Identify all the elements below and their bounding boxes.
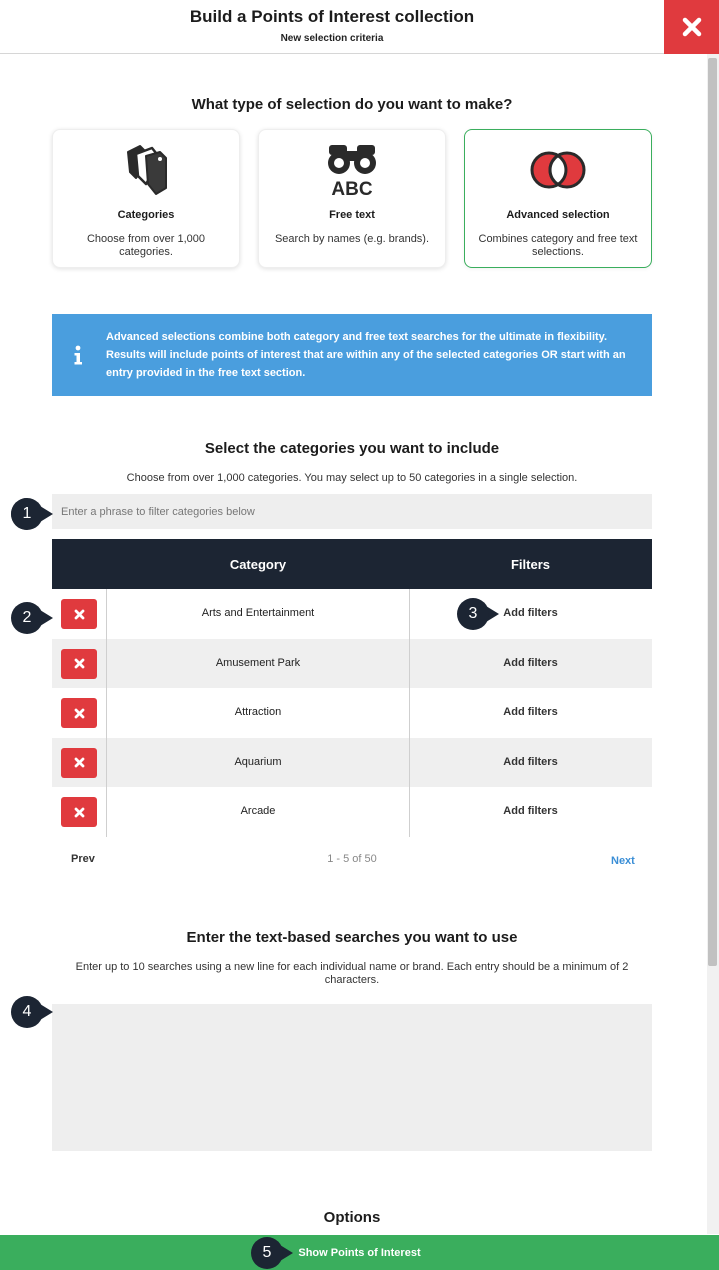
remove-category-button[interactable] — [61, 748, 97, 778]
card-description: Choose from over 1,000 categories. — [86, 233, 205, 258]
prev-page-button[interactable]: Prev — [71, 853, 95, 865]
table-divider — [409, 589, 410, 837]
close-icon — [74, 807, 85, 818]
table-row — [52, 639, 652, 689]
show-points-of-interest-label: Show Points of Interest — [298, 1246, 421, 1259]
show-points-of-interest-button[interactable] — [0, 1235, 719, 1270]
modal-title: Build a Points of Interest collection — [189, 7, 475, 26]
text-search-heading: Enter the text-based searches you want to use — [186, 929, 518, 946]
callout-marker — [11, 498, 55, 530]
table-row — [52, 688, 652, 738]
modal-header — [0, 0, 719, 54]
callout-number: 5 — [262, 1244, 272, 1261]
scrollbar-thumb[interactable] — [708, 58, 717, 966]
callout-number: 1 — [22, 505, 32, 522]
callout-marker — [457, 598, 501, 630]
close-button[interactable] — [664, 0, 719, 54]
selection-type-heading: What type of selection do you want to make? — [191, 96, 513, 113]
text-search-description: Enter up to 10 searches using a new line for each individual name or brand. Each entry should be a minimum of 2 characters. — [75, 961, 629, 986]
options-heading: Options — [323, 1209, 381, 1226]
categories-description: Choose from over 1,000 categories. You may select up to 50 categories in a single selection. — [126, 472, 578, 484]
modal-subtitle: New selection criteria — [280, 33, 384, 44]
card-advanced-selection[interactable] — [464, 129, 652, 268]
text-search-input[interactable] — [52, 1004, 652, 1151]
categories-table-header — [52, 539, 652, 589]
table-row — [52, 589, 652, 639]
category-name: Amusement Park — [215, 656, 301, 669]
add-filters-link[interactable]: Add filters — [503, 805, 558, 818]
binoculars-abc-icon — [326, 143, 378, 197]
add-filters-link[interactable]: Add filters — [503, 706, 558, 719]
remove-category-button[interactable] — [61, 649, 97, 679]
column-header-category: Category — [229, 557, 287, 572]
column-header-filters: Filters — [510, 557, 550, 572]
card-free-text[interactable] — [258, 129, 446, 268]
callout-marker — [251, 1237, 295, 1269]
remove-category-button[interactable] — [61, 599, 97, 629]
category-name: Attraction — [234, 706, 282, 719]
close-icon — [74, 757, 85, 768]
add-filters-link[interactable]: Add filters — [503, 755, 558, 768]
card-title: Advanced selection — [506, 209, 610, 221]
callout-number: 2 — [22, 609, 32, 626]
categories-heading: Select the categories you want to include — [204, 440, 500, 457]
table-row — [52, 738, 652, 788]
info-box — [52, 314, 652, 396]
close-icon — [74, 658, 85, 669]
category-name: Arts and Entertainment — [201, 607, 315, 619]
card-description: Combines category and free text selections. — [478, 233, 638, 258]
category-name: Aquarium — [234, 755, 282, 768]
close-icon — [74, 708, 85, 719]
add-filters-link[interactable]: Add filters — [503, 607, 558, 619]
card-categories[interactable] — [52, 129, 240, 268]
card-title: Categories — [117, 209, 175, 221]
remove-category-button[interactable] — [61, 797, 97, 827]
callout-marker — [11, 602, 55, 634]
card-description: Search by names (e.g. brands). — [274, 233, 430, 245]
card-title: Free text — [329, 209, 375, 221]
callout-number: 3 — [468, 605, 478, 622]
svg-text:ABC: ABC — [331, 179, 373, 197]
table-row — [52, 787, 652, 837]
venn-diagram-icon — [529, 150, 587, 190]
tags-icon — [122, 144, 170, 196]
callout-marker — [11, 996, 55, 1028]
next-page-button[interactable]: Next — [611, 855, 635, 867]
info-icon — [70, 344, 86, 366]
category-name: Arcade — [240, 805, 276, 818]
callout-number: 4 — [22, 1003, 32, 1020]
table-divider — [106, 589, 107, 837]
category-filter-input[interactable] — [52, 494, 652, 529]
close-icon — [74, 609, 85, 620]
remove-category-button[interactable] — [61, 698, 97, 728]
close-icon — [682, 17, 702, 37]
info-emphasis: OR — [541, 349, 558, 361]
pagination-count: 1 - 5 of 50 — [327, 853, 377, 865]
add-filters-link[interactable]: Add filters — [503, 656, 558, 669]
info-text: Advanced selections combine both category and free text searches for the ultimate in flexibility. Results will include points of interest that are within any of the selected categories OR start with an entry provided in the free text section. — [106, 331, 626, 379]
